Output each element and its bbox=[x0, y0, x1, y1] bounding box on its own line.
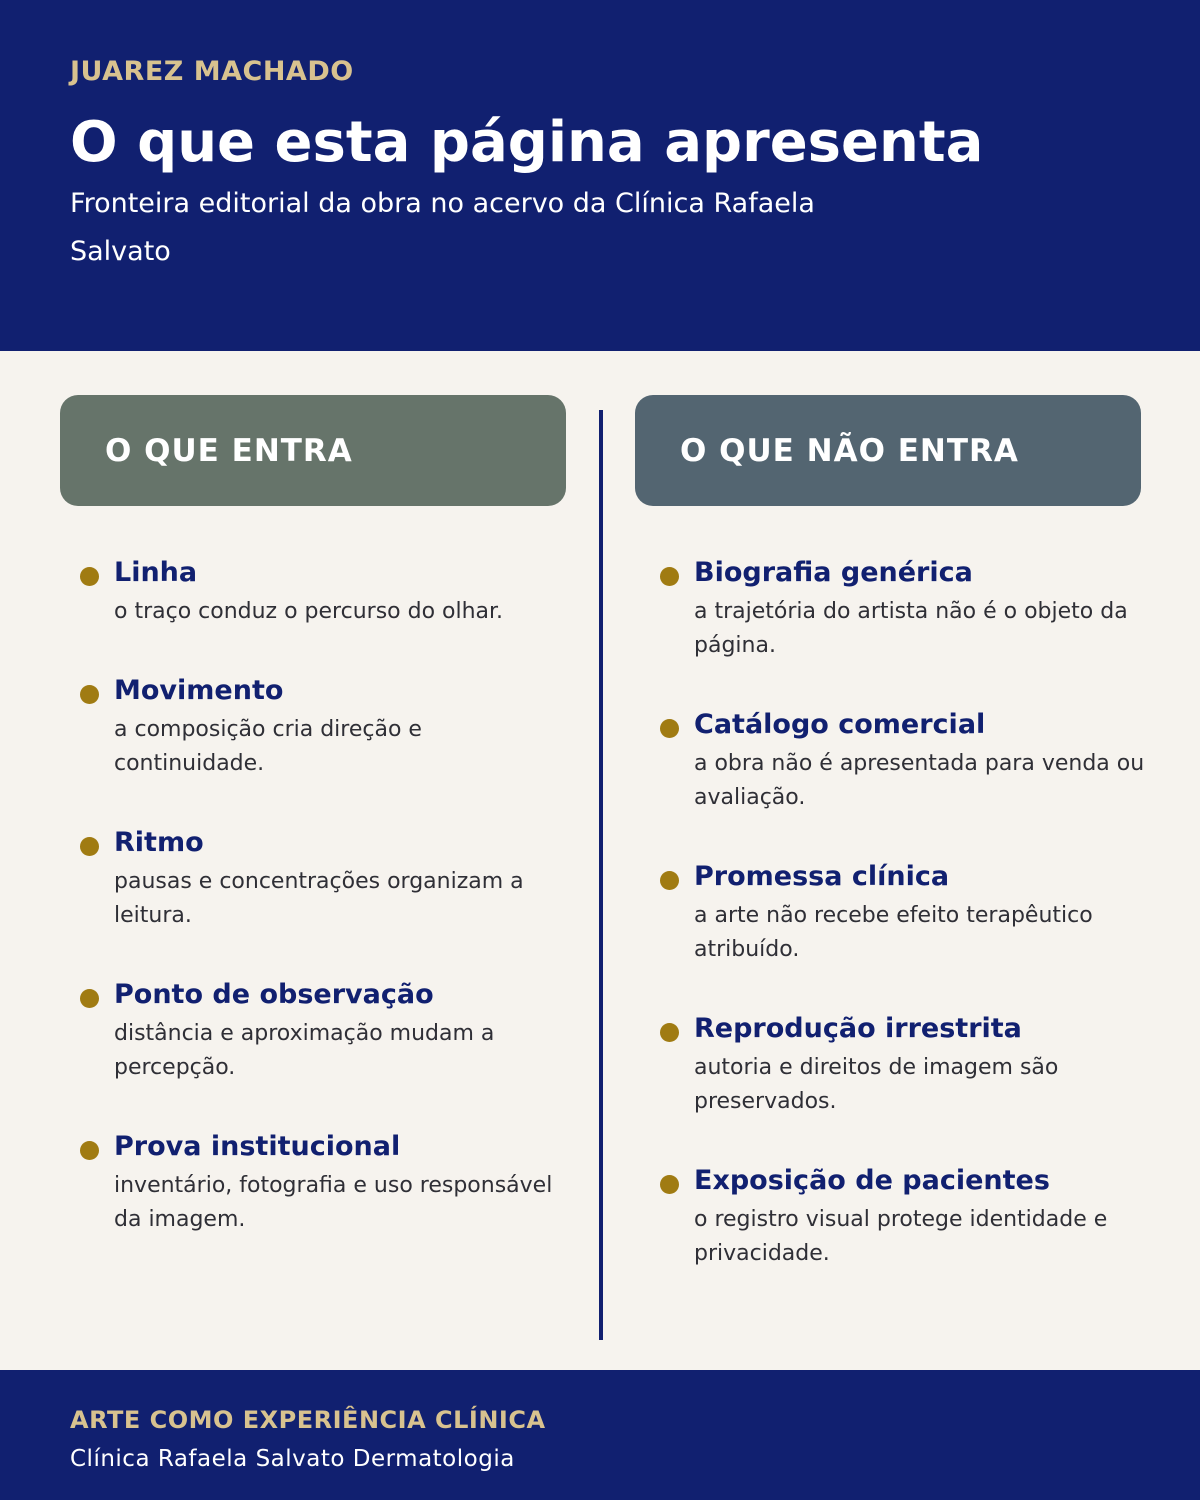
footer-title: ARTE COMO EXPERIÊNCIA CLÍNICA bbox=[70, 1406, 546, 1434]
item-description: o traço conduz o percurso do olhar. bbox=[114, 599, 504, 624]
bullet-icon bbox=[660, 567, 679, 586]
page-title: O que esta página apresenta bbox=[70, 110, 984, 175]
bullet-icon bbox=[80, 685, 99, 704]
item-description: a arte não recebe efeito terapêutico atribuído. bbox=[694, 903, 1093, 962]
item-description: o registro visual protege identidade e privacidade. bbox=[694, 1207, 1108, 1266]
item-description: a composição cria direção e continuidade. bbox=[114, 717, 422, 776]
item-label: Reprodução irrestrita bbox=[694, 1013, 1022, 1044]
bullet-icon bbox=[660, 1023, 679, 1042]
item-description: a obra não é apresentada para venda ou avaliação. bbox=[694, 751, 1145, 810]
included-column-heading: O QUE ENTRA bbox=[60, 395, 566, 506]
item-label: Catálogo comercial bbox=[694, 709, 986, 740]
bullet-icon bbox=[80, 567, 99, 586]
bullet-icon bbox=[80, 989, 99, 1008]
bullet-icon bbox=[660, 719, 679, 738]
bullet-icon bbox=[80, 1141, 99, 1160]
column-divider bbox=[599, 410, 603, 1340]
page-subtitle: Fronteira editorial da obra no acervo da Clínica Rafaela Salvato bbox=[70, 188, 815, 267]
bullet-icon bbox=[80, 837, 99, 856]
item-description: inventário, fotografia e uso responsável da imagem. bbox=[114, 1173, 553, 1232]
item-label: Ritmo bbox=[114, 827, 204, 858]
footer-clinic-name: Clínica Rafaela Salvato Dermatologia bbox=[70, 1446, 515, 1472]
item-label: Prova institucional bbox=[114, 1131, 401, 1162]
excluded-column-heading: O QUE NÃO ENTRA bbox=[635, 395, 1141, 506]
item-label: Linha bbox=[114, 557, 198, 588]
item-label: Ponto de observação bbox=[114, 979, 434, 1010]
item-description: autoria e direitos de imagem são preservados. bbox=[694, 1055, 1059, 1114]
artist-name: JUAREZ MACHADO bbox=[70, 56, 354, 87]
item-label: Biografia genérica bbox=[694, 557, 973, 588]
item-label: Exposição de pacientes bbox=[694, 1165, 1050, 1196]
item-description: distância e aproximação mudam a percepção. bbox=[114, 1021, 495, 1080]
footer-banner bbox=[0, 1370, 1200, 1500]
header-banner bbox=[0, 0, 1200, 351]
bullet-icon bbox=[660, 1175, 679, 1194]
item-description: pausas e concentrações organizam a leitura. bbox=[114, 869, 524, 928]
bullet-icon bbox=[660, 871, 679, 890]
item-label: Movimento bbox=[114, 675, 284, 706]
item-label: Promessa clínica bbox=[694, 861, 950, 892]
item-description: a trajetória do artista não é o objeto da página. bbox=[694, 599, 1128, 658]
